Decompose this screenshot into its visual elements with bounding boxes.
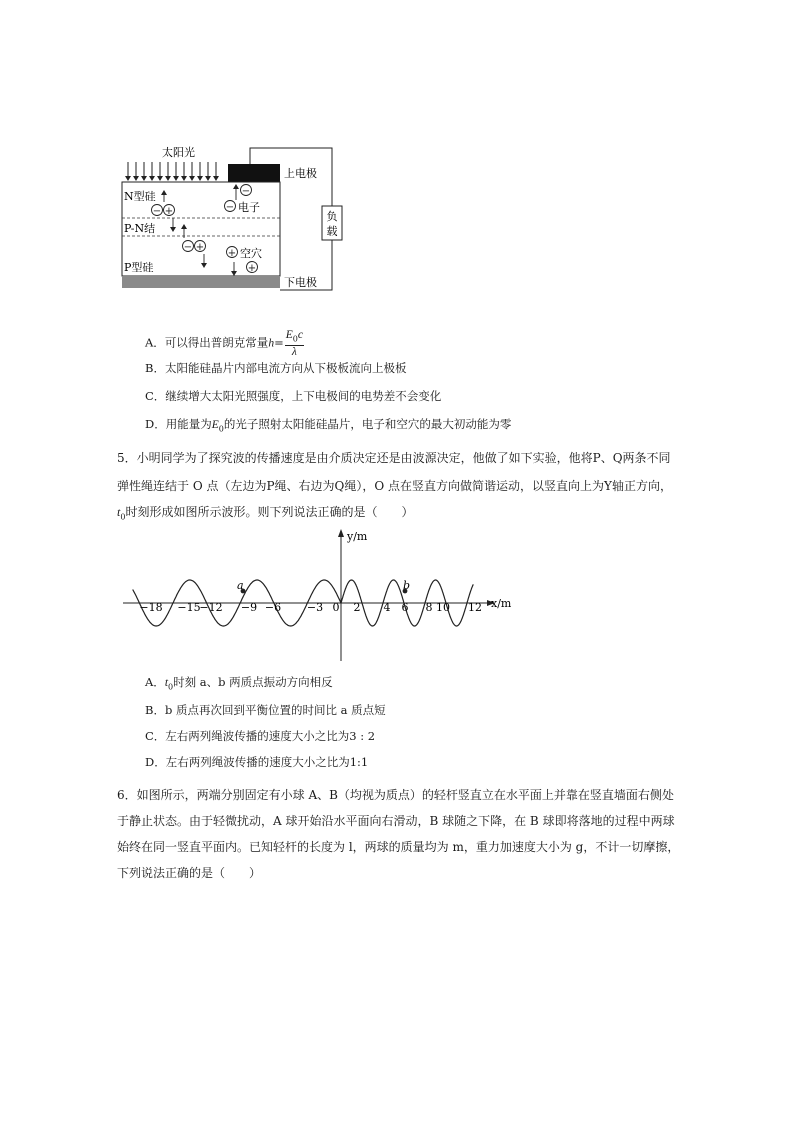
q6-line-4: 下列说法正确的是（ ） [117, 866, 262, 880]
tick-label: 6 [401, 601, 409, 614]
p-type-label: P型硅 [124, 261, 154, 274]
tick-label: 12 [468, 601, 482, 614]
electron-label: 电子 [238, 201, 260, 214]
q6-line-1: 6．如图所示，两端分别固定有小球 A、B（均视为质点）的轻杆竖直立在水平面上并靠在竖直墙面右侧处 [117, 788, 674, 802]
top-electrode-label: 上电极 [284, 167, 317, 180]
tick-label: 0 [332, 601, 340, 614]
svg-text:载: 载 [326, 225, 338, 238]
svg-text:−: − [225, 202, 235, 213]
svg-text:+: + [227, 248, 237, 259]
q5-option-d: D．左右两列绳波传播的速度大小之比为1:1 [145, 755, 369, 769]
q5-line-2: 弹性绳连结于 O 点（左边为P绳、右边为Q绳），O 点在竖直方向做简谐运动，以竖直向上为Y轴正方向， [117, 479, 672, 493]
svg-text:+: + [247, 263, 257, 274]
q4-option-c: C．继续增大太阳光照强度，上下电极间的电势差不会变化 [145, 389, 442, 403]
point-a-label: a [237, 579, 244, 592]
y-axis-label: y/m [347, 530, 368, 543]
tick-label: −15 [177, 601, 201, 614]
svg-text:−: − [152, 206, 162, 217]
sunlight-label: 太阳光 [162, 146, 195, 159]
tick-label: 10 [436, 601, 450, 614]
x-axis-label: x/m [491, 597, 512, 610]
tick-label: −18 [139, 601, 163, 614]
tick-label: −6 [264, 601, 282, 614]
sunlight-arrows [128, 162, 216, 178]
tick-label: 4 [383, 601, 391, 614]
tick-labels [139, 601, 482, 614]
wave-graph [115, 525, 525, 665]
tick-label: −9 [240, 601, 258, 614]
tick-label: 2 [353, 601, 361, 614]
pn-junction-label: P-N结 [124, 222, 156, 235]
fraction: $\frac{E_0c}{\lambda}$ [285, 329, 303, 359]
q5-option-c: C．左右两列绳波传播的速度大小之比为3 : 2 [145, 729, 376, 743]
q4-option-a: A．可以得出普朗克常量h= $\frac{E_0c}{\lambda}$ [145, 329, 303, 359]
solar-cell-diagram [110, 140, 350, 300]
bottom-electrode-label: 下电极 [284, 276, 317, 289]
hole-label: 空穴 [240, 247, 262, 260]
top-electrode [228, 164, 280, 182]
svg-text:+: + [164, 206, 174, 217]
q6-line-2: 于静止状态。由于轻微扰动，A 球开始沿水平面向右滑动，B 球随之下降，在 B 球即将落地的过程中两球 [117, 814, 675, 828]
q6-line-3: 始终在同一竖直平面内。已知轻杆的长度为 l，两球的质量均为 m，重力加速度大小为 g，不计一切摩擦， [117, 840, 680, 854]
tick-label: −12 [199, 601, 223, 614]
svg-text:−: − [241, 186, 251, 197]
point-b-label: b [403, 579, 411, 592]
q5-option-a: A．$t_0$时刻 a、b 两质点振动方向相反 [145, 675, 333, 692]
svg-text:+: + [195, 242, 205, 253]
load-label: 负 [326, 210, 338, 223]
n-type-label: N型硅 [124, 190, 156, 203]
q5-option-b: B．b 质点再次回到平衡位置的时间比 a 质点短 [145, 703, 386, 717]
q4-option-b: B．太阳能硅晶片内部电流方向从下极板流向上极板 [145, 361, 407, 375]
q4-option-d: D．用能量为$E_0$的光子照射太阳能硅晶片，电子和空穴的最大初动能为零 [145, 417, 512, 434]
q5-line-3: $t_0$时刻形成如图所示波形。则下列说法正确的是（ ） [117, 505, 414, 522]
svg-text:−: − [183, 242, 193, 253]
tick-label: 8 [425, 601, 433, 614]
bottom-electrode [122, 276, 280, 288]
tick-label: −3 [306, 601, 324, 614]
q5-line-1: 5．小明同学为了探究波的传播速度是由介质决定还是由波源决定，他做了如下实验，他将P、Q两条不同 [117, 451, 671, 465]
